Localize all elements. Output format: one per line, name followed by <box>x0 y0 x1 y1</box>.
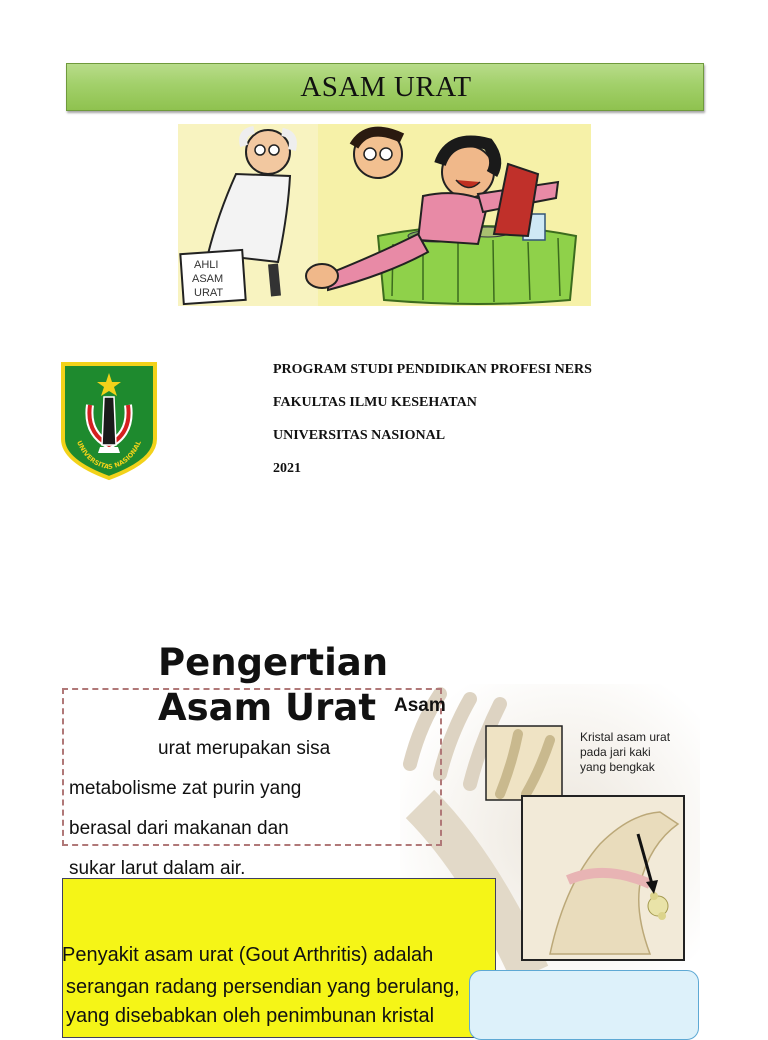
definition-line-3: berasal dari makanan dan <box>69 818 289 839</box>
gout-line-3: yang disebabkan oleh penimbunan kristal <box>66 1005 435 1027</box>
university-logo <box>60 361 158 481</box>
cartoon-illustration <box>178 124 591 306</box>
definition-line-2: metabolisme zat purin yang <box>69 778 302 799</box>
definition-inline-word: Asam <box>394 695 446 716</box>
title-banner <box>66 63 704 111</box>
definition-heading-line1: Pengertian <box>158 641 389 684</box>
year-text: 2021 <box>273 461 301 476</box>
page-title: ASAM URAT <box>300 70 472 103</box>
cartoon-sign-line3: URAT <box>194 287 224 299</box>
gout-line-2: serangan radang persendian yang berulang, <box>66 976 460 998</box>
info-callout-box <box>469 970 699 1040</box>
cartoon-sign-line2: ASAM <box>192 273 224 285</box>
definition-heading-line2: Asam Urat <box>158 686 377 729</box>
program-text: PROGRAM STUDI PENDIDIKAN PROFESI NERS <box>273 362 592 377</box>
gout-line-1: Penyakit asam urat (Gout Arthritis) adalah <box>62 944 434 966</box>
logo-ring-text: UNIVERSITAS NASIONAL <box>75 439 143 472</box>
university-text: UNIVERSITAS NASIONAL <box>273 428 446 443</box>
definition-line-1: urat merupakan sisa <box>158 738 331 759</box>
definition-line-4: sukar larut dalam air. <box>69 858 246 879</box>
foot-image-label: Kristal asam urat pada jari kaki yang bengkak <box>580 730 671 774</box>
cartoon-sign-line1: AHLI <box>194 259 219 271</box>
faculty-text: FAKULTAS ILMU KESEHATAN <box>273 395 477 410</box>
definition-heading <box>158 640 446 730</box>
